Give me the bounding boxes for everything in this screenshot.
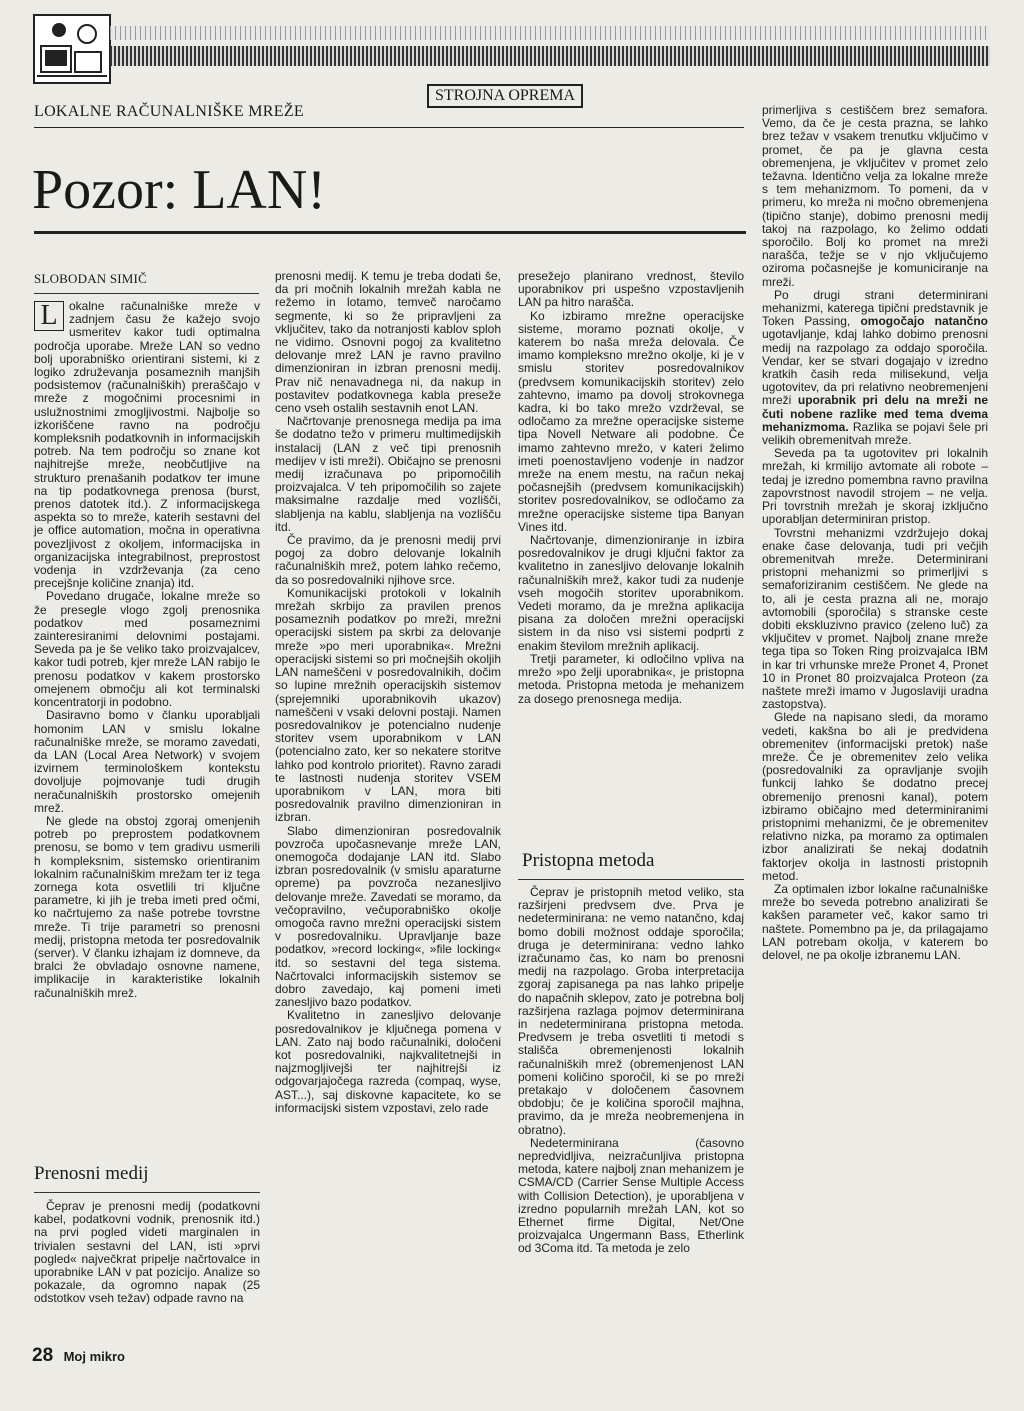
header-stripe <box>110 46 990 66</box>
paragraph: Tretji parameter, ki odločilno vpliva na mrežo »po želji uporabnika«, je pristopna metoda. Pristopna metoda je mehanizem za dosego prenosnega medija. <box>518 651 744 706</box>
divider <box>34 293 259 294</box>
article-column-3-continued <box>518 886 744 1256</box>
paragraph: L okalne računalniške mreže v zadnjem času že kažejo svojo usmeritev kakor tudi optimalna področja uporabe. Mreže LAN so vedno bolj uporabniško orientirani sistemi, ki z logiko združevanja posameznih manjših podsistemov (računalniških) preraščajo v mreže z mogočnimi procesnimi in uslužnostnimi zmogljivostmi. Najbolje so izkoriščene ravno na področju kompleksnih podatkovnih in informacijskih potreb. Na tem področju so znane kot najhitrejše mreže, neobčutljive na strukturo prenašanih podatkov ter imune na tip podatkovnega prenosa (burst, prenos datotek itd.). Z informacijskega aspekta so to mreže, katerih sestavni del je office automation, močna in operativna povezljivost z okoljem, informacijska in organizacijska integrabilnost, preprostost vodenja in vzdrževanja (za ceno precejšnje količine znanja) itd. <box>34 299 260 591</box>
paragraph: Glede na napisano sledi, da moramo vedeti, kakšna bo ali je predvidena obremenitev (informacijski pretok) naše mreže. Če je obremenitev zelo velika (posredovalniki za opravljanje svojih funkcij lahko še dodatno precej obremenijo prenosni kanal), potem izbiramo običajno med determiniranimi pristopnimi mehanizmi, če je obremenitev relativno nizka, pa moramo za optimalen izbor analizirati še nekaj dodatnih faktorjev okolja in lastnosti pristopnih metod. <box>762 710 988 883</box>
paragraph: Če pravimo, da je prenosni medij prvi pogoj za dobro delovanje lokalnih računalniških mrež, potem lahko rečemo, da so posredovalniki njihove srce. <box>275 533 501 587</box>
paragraph: Po drugi strani determinirani mehanizmi, katerega tipični predstavnik je Token Passing, omogočajo natančno ugotavljanje, kdaj lahko dobimo prenosni medij na razpolago za oddajo sporočila. Vendar, ker se stvari dogajajo v izredno kratkih časih reda milisekund, velja ugotovitev, da pri relativno neobremenjeni mreži uporabnik pri delu na mreži ne čuti nobene razlike med tema dvema mehanizmoma. Razlika se pojavi šele pri velikih obremenitvah mreže. <box>762 287 989 448</box>
magazine-name: Moj mikro <box>63 1349 125 1364</box>
paragraph: Tovrstni mehanizmi vzdržujejo dokaj enake čase delovanja, tudi pri večjih obremenitvah mreže. Determinirani pristopni mehanizmi so primerljivi s semaforiziranim cestiščem. Ne glede na to, ali je cesta prazna ali ne, morajo avtomobili (sporočila) s stranske ceste dobiti ekskluzivno pravico (zeleno luč) za vključitev v promet. Najbolj znane mreže tega tipa so Token Ring proizvajalca IBM in kar tri vrhunske mreže Pronet 4, Pronet 10 in Pronet 80 proizvajalca Proteon (za naštete mreži imamo v Jugoslaviji uradna zastopstva). <box>762 525 988 712</box>
paragraph: primerljiva s cestiščem brez semafora. Vemo, da če je cesta prazna, se lahko brez težav v vsakem trenutku vključimo v promet, če pa je glavna cesta obremenjena, je vključitev v promet zelo težavna. Identično velja za lokalne mreže s tem mehanizmom. To pomeni, da v primeru, ko mreža ni močno obremenjena (tipično stanje), dobimo prenosni medij takoj na razpolago, ko želimo oddati sporočilo. Bolj ko promet na mreži narašča, težje se v njo vključujemo oziroma počasnejše je komuniciranje na mreži. <box>762 103 988 289</box>
paragraph: Dasiravno bomo v članku uporabljali homonim LAN v smislu lokalne računalniške mreže, se moramo zavedati, da LAN (Local Area Network) v svojem izvirnem terminološkem kontekstu dovoljuje pojmovanje tudi drugih neračunalniških prostorsko omejenih mrež. <box>34 708 260 815</box>
paragraph: Ne glede na obstoj zgoraj omenjenih potreb po preprostem podatkovnem prenosu, se bomo v tem gradivu usmerili h kompleksnim, sistemsko orientiranim lokalnim računalniškim mrežam ter iz tega zornega kota osvetlili tri ključne parametre, ki jih je treba imeti pred očmi, ko načrtujemo za naše potrebe tovrstne mreže. Ti trije parametri so prenosni medij, pristopna metoda ter posredovalnik (server). V članku izhajam iz domneve, da bralci že obvladajo osnovne namene, implikacije in karakteristike lokalnih računalniških mrež. <box>34 813 260 1000</box>
page-title: Pozor: LAN! <box>32 159 326 221</box>
page-footer <box>32 1345 125 1367</box>
column-logo-icon <box>33 14 111 84</box>
paragraph: Komunikacijski protokoli v lokalnih mrežah skrbijo za pravilen prenos posameznih podatkov po mreži, mrežni operacijski sistem pa skrbi za delovanje mreže »po meri uporabnika«. Mrežni operacijski sistemi so pri močnejših okoljih LAN nameščeni v posredovalnikih, dočim so lupine mrežnih operacijskih sistemov (sprejemniki uporabnikovih ukazov) nameščeni v vsaki delovni postaji. Namen posredovalnikov je potencialno nudenje storitev vsem uporabnikom v LAN (potencialno zato, ker so nekatere storitve lahko pod kontrolo prioritet). Ravno zaradi te lastnosti nudenja storitev VSEM uporabnikom v LAN, mora biti posredovalnik pravilno dimenzioniran in izbran. <box>275 585 501 825</box>
paragraph: Seveda pa ta ugotovitev pri lokalnih mrežah, ki krmilijo avtomate ali robote – tedaj je izredno pomembna ravno pravilna zapovrstnost navodil strojem – ne velja. Pri tovrstnih mrežah je skoraj izključno uporabljan determiniran pristop. <box>762 446 988 527</box>
computer-cartoon-icon <box>35 16 109 82</box>
paragraph: Za optimalen izbor lokalne računalniške mreže bo seveda potrebno analizirati še kakšen parameter več, kakor samo tri naštete. Pomembno pa je, da prilagajamo LAN potrebam okolja, v katerem bo delovel, ne pa okolje izbranemu LAN. <box>762 881 988 962</box>
paragraph: Načrtovanje prenosnega medija pa ima še dodatno težo v primeru multimedijskih instalacij (LAN z več tipi prenosnih medijev v isti mreži). Običajno se prenosni medij izračunava po pripomočilih proizvajalca. V teh pripomočilih so zajete maksimalne razdalje med vozlišči, slabljenja na kablu, slabljenja na vozlišču itd. <box>275 414 501 534</box>
header-stripe-light <box>110 26 990 40</box>
article-column-2 <box>275 270 501 1115</box>
paragraph: Slabo dimenzioniran posredovalnik povzroča upočasnevanje mreže LAN, onemogoča dodajanje LAN itd. Slabo izbran posredovalnik (v smislu aparaturne opreme) pa povzroča nezanesljivo delovanje mreže. Zavedati se moramo, da večopravilno, večuporabniško okolje omogoča ravno mrežni operacijski sistem v posredovalniku. Upravljanje baze podatkov, »record locking«, »file locking« itd. so sestavni del tega sistema. Načrtovalci informacijskih sistemov se dobro zavedajo, kaj pomeni imeti zanesljivo bazo podatkov. <box>275 823 501 1010</box>
divider <box>34 1192 260 1193</box>
paragraph: Povedano drugače, lokalne mreže so že presegle vlogo zgolj prenosnika podatkov med posameznimi zainteresiranimi delovnimi postajami. Seveda pa je še veliko tako proizvajalcev, kakor tudi potreb, kjer mreže LAN rabijo le prenosu podatkov v kakem prostorsko omejenem območju ali kot terminalski koncentratorji in podobno. <box>34 589 260 710</box>
article-column-4 <box>762 104 988 962</box>
subheading: Prenosni medij <box>34 1163 149 1184</box>
divider <box>34 231 746 234</box>
subheading: Pristopna metoda <box>522 850 655 871</box>
paragraph: Čeprav je prenosni medij (podatkovni kabel, podatkovni vodnik, prenosnik itd.) na prvi pogled videti marginalen in trivialen sestavni del LAN, isti »prvi pogled« največkrat pripelje načrtovalce in uporabnike LAN v pat pozicijo. Analize so pokazale, da ogromno napak (25 odstotkov vseh težav) odpade ravno na <box>34 1199 260 1306</box>
category-label: STROJNA OPREMA <box>427 84 583 108</box>
divider <box>34 127 744 128</box>
author-byline: SLOBODAN SIMIČ <box>34 271 147 286</box>
section-tag: LOKALNE RAČUNALNIŠKE MREŽE <box>34 103 305 120</box>
paragraph: presežejo planirano vrednost, število uporabnikov pri uspešno vzpostavljenih LAN pa hitro narašča. <box>518 269 744 310</box>
article-column-1 <box>34 300 260 1000</box>
drop-cap: L <box>34 301 64 331</box>
paragraph: Nedeterminirana (časovno nepredvidljiva, neizračunljiva pristopna metoda, katere najbolj znan mehanizem je CSMA/CD (Carrier Sense Multiple Access with Collision Detection), je uporabljena v izredno popularnih mrežah LAN, kot so Ethernet firme Digital, Net/One proizvajalca Ungermann Bass, Etherlink od 3Coma itd. Ta metoda je zelo <box>518 1135 744 1256</box>
article-column-3 <box>518 270 744 706</box>
paragraph: Načrtovanje, dimenzioniranje in izbira posredovalnikov je drugi ključni faktor za kvalitetno in zanesljivo delovanje lokalnih računalniških mrež, kakor tudi za nudenje vseh mogočih storitev uporabnikom. Vedeti moramo, da je mrežna aplikacija pisana za določen mrežni operacijski sistem in da niso vsi sistemi podprti z enakim številom mrežnih aplikacij. <box>518 533 744 653</box>
page-number: 28 <box>32 1345 54 1366</box>
paragraph: Kvalitetno in zanesljivo delovanje posredovalnikov je ključnega pomena v LAN. Zato naj bodo računalniki, določeni kot posredovalniki, najkvalitetnejši in najzmogljivejši ter najhitrejši iz odgovarjajočega razreda (compaq, wyse, AST...), saj diskovne kapacitete, ko se informacijski sistem vzpostavi, zelo rade <box>275 1008 501 1115</box>
paragraph: prenosni medij. K temu je treba dodati še, da pri močnih lokalnih mrežah kabla ne režemo in lotamo, temveč naročamo segmente, ki so že pripravljeni za vključitev, tako da notranjosti kablov sploh ne vidimo. Osnovni pogoj za kvalitetno delovanje mrež LAN je ravno pravilno dimenzioniran in izbran prenosni medij. Prav nič nenavadnega ni, da nakup in postavitev podatkovnega kabla preseže ceno vseh ostalih sestavnih enot LAN. <box>275 269 501 416</box>
emphasis: omogočajo natančno <box>860 314 988 329</box>
emphasis: uporabnik pri delu na mreži ne čuti nobene razlike med tema dvema mehanizmoma. <box>762 393 989 434</box>
article-column-1-continued <box>34 1200 260 1306</box>
paragraph: Ko izbiramo mrežne operacijske sisteme, moramo poznati okolje, v katerem bo naša mreža delovala. Če imamo kompleksno mrežno okolje, ki je v smislu storitev posredovalnikov (predvsem komunikacijskih storitev) zelo zahtevno, imamo pa dovolj strokovnega kadra, ki bo tako mrežo vzdrževal, se odločamo za mrežne operacijske sisteme tipa Novell Netware ali podobne. Če imamo zahtevno mrežo, v kateri želimo imeti poenostavljeno vodenje in nadzor mreže na enem mestu, na račun nekaj počasnejših (predvsem komunikacijskih) storitev posredovalnikov, se odločamo za mrežne operacijske sisteme tipa Banyan Vines itd. <box>518 308 744 534</box>
paragraph: Čeprav je pristopnih metod veliko, sta razširjeni predvsem dve. Prva je nedeterminirana: ne vemo natančno, kdaj bomo dobili možnost oddaje sporočila; druga je determinirana: vedno lahko izračunamo čas, ko nam bo prenosni medij na razpolago. Groba interpretacija zgoraj zapisanega pa nas lahko pripelje do napačnih sklepov, zato je potrebna bolj razširjena razlaga pojmov determinirana in nedeterminirana pristopna metoda. Predvsem je treba osvetliti ti metodi s stališča obremenjenosti lokalnih računalniških mrež (obremenjenost LAN pomeni količino sporočil, ki se po mreži pretakajo v določenem časovnem obdobju; če je količina sporočil majhna, pravimo, da je mreža neobremenjena in obratno). <box>518 885 744 1137</box>
divider <box>518 879 744 880</box>
